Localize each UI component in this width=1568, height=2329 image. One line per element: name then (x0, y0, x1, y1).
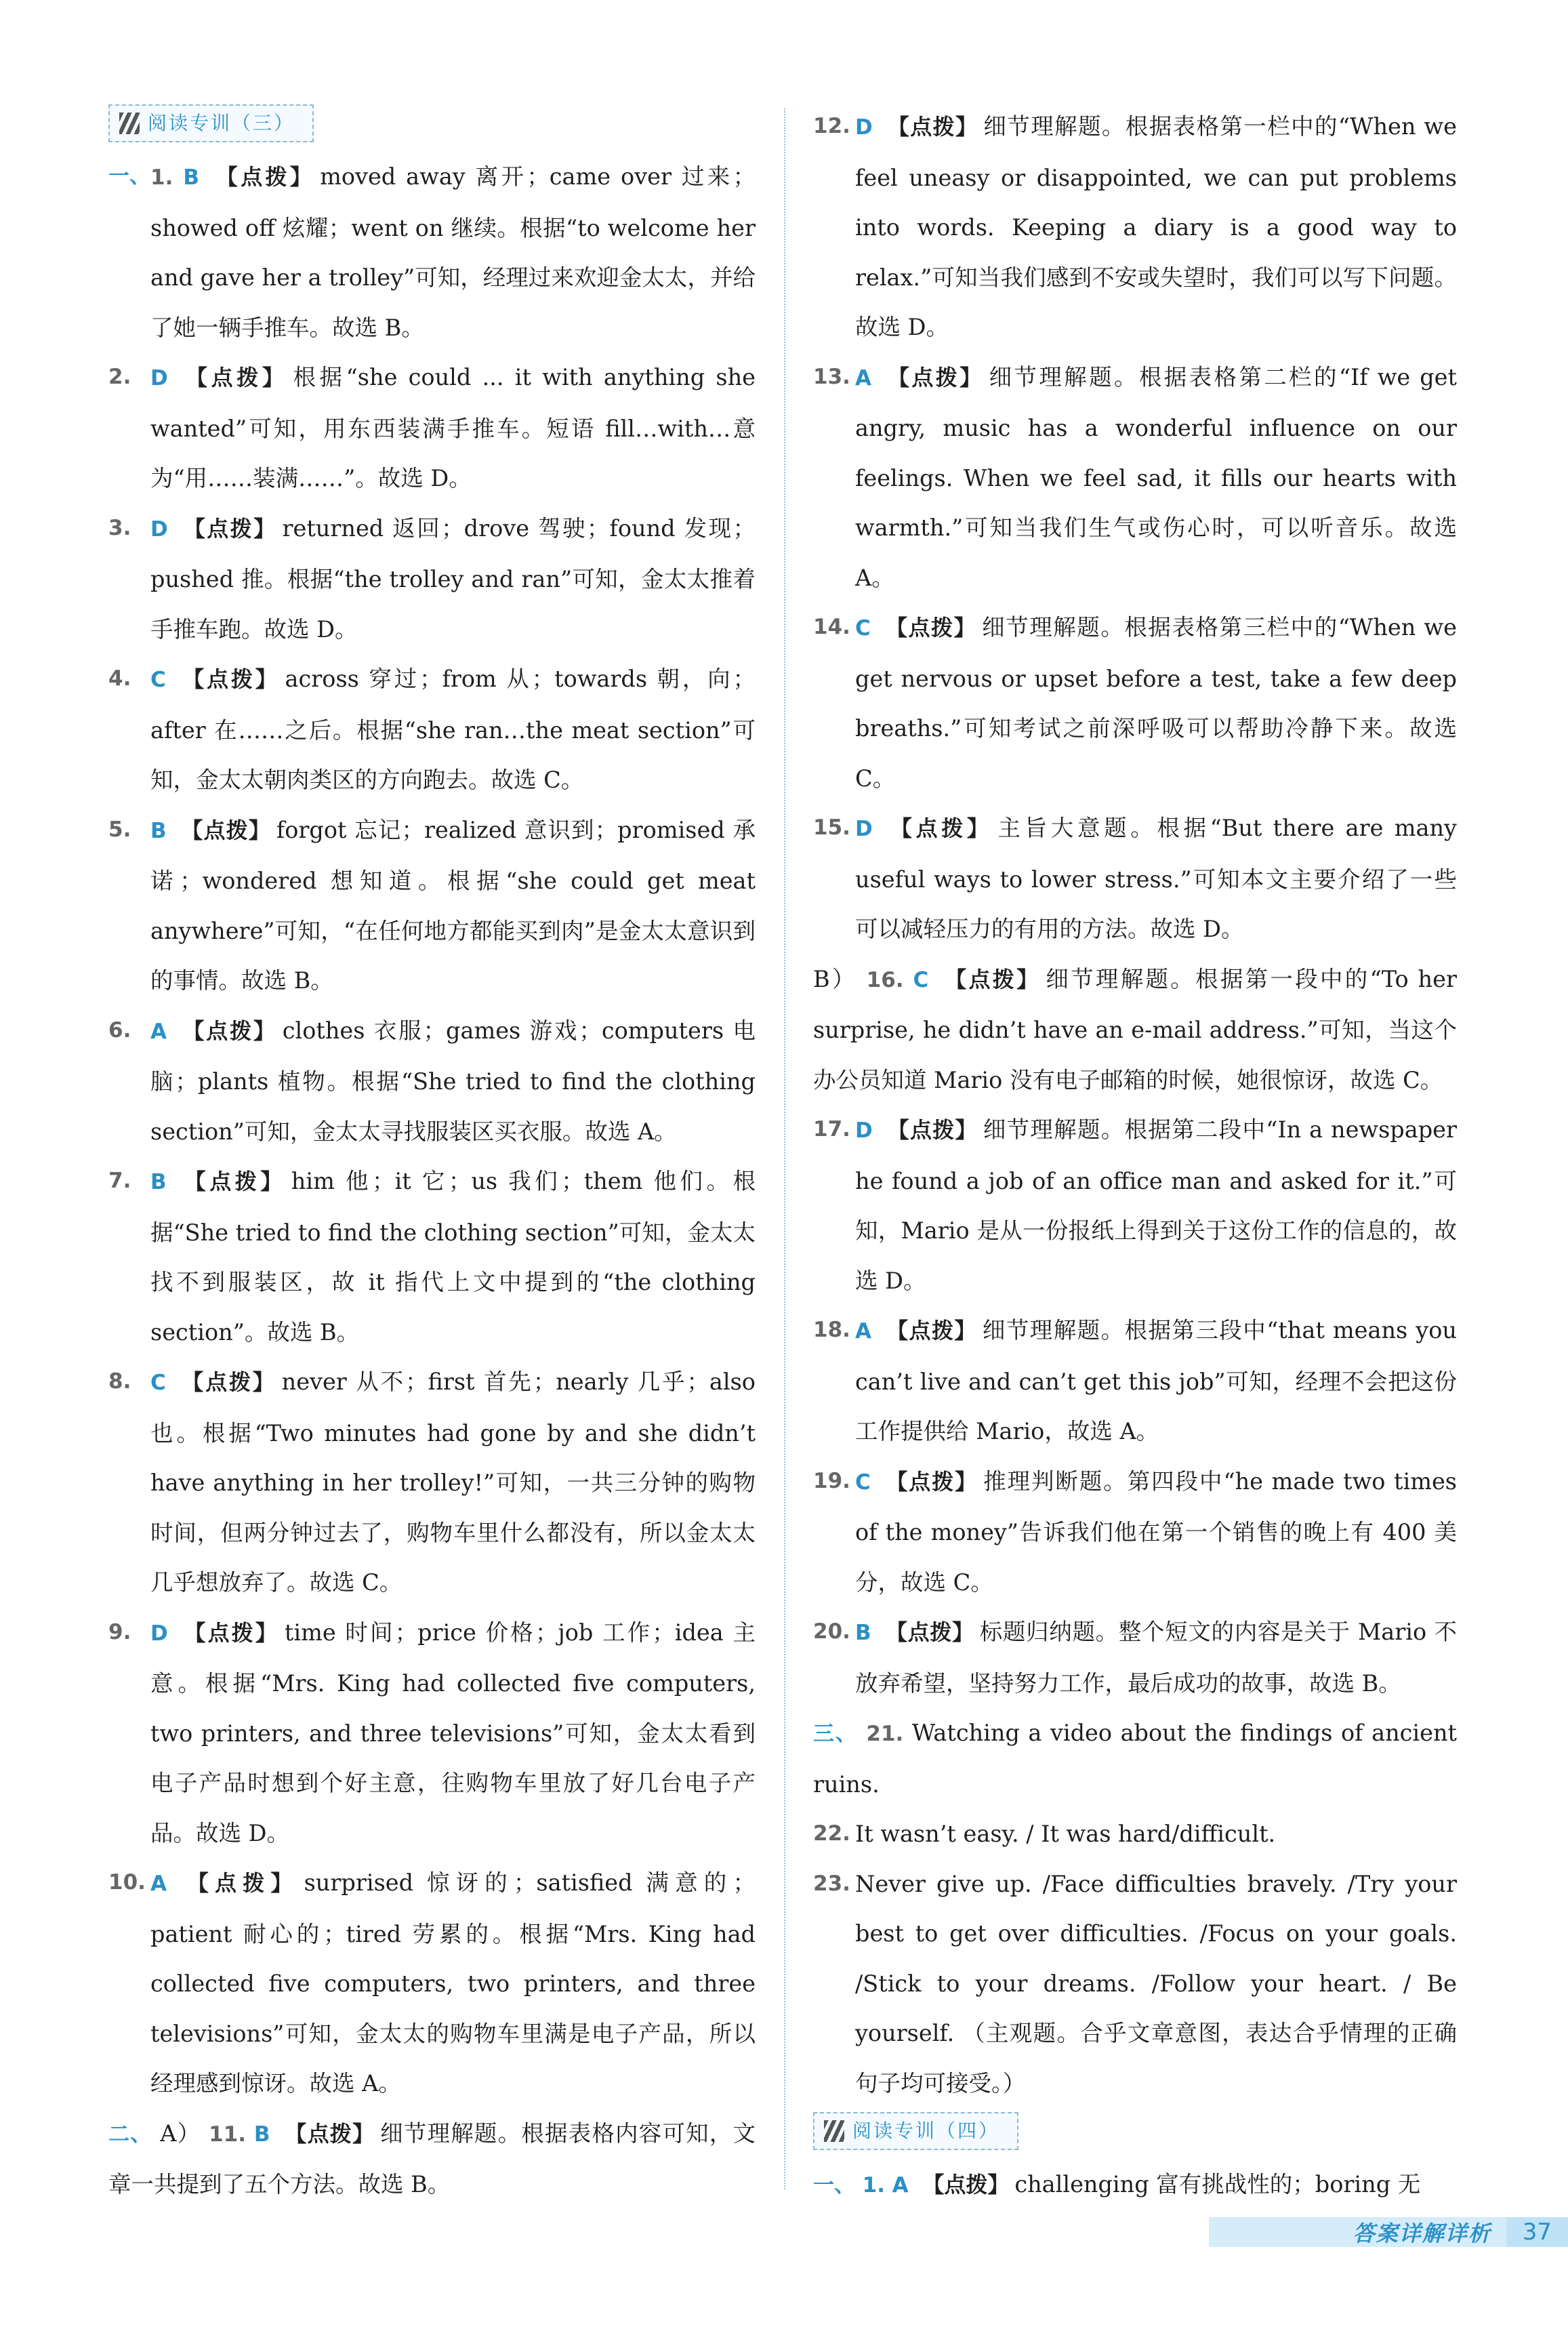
answer-item (108, 152, 756, 352)
answer-letter: C (150, 1371, 166, 1395)
section-header-3 (108, 104, 314, 142)
item-number: 11. (209, 2122, 247, 2147)
item-text: time 时间；price 价格；job 工作；idea 主意。根据“Mrs. King had collected five computers, two printers, and three televisions”可知，金太太看到电子产品时想到个好主意，往购物车里放了好几台电子产品。故选 D。 (150, 1619, 756, 1846)
answer-letter: B (855, 1621, 871, 1645)
hint-tag: 【点拨】 (186, 1870, 299, 1896)
hint-tag: 【点拨】 (888, 364, 984, 390)
item-number: 5. (108, 817, 131, 842)
item-text: 主旨大意题。根据“But there are many useful ways to lower stress.”可知本文主要介绍了一些可以减轻压力的有用的方法。故选 D。 (855, 815, 1457, 942)
item-number: 2. (108, 365, 131, 389)
item-number: 8. (108, 1369, 131, 1394)
item-text: challenging 富有挑战性的；boring 无 (1014, 2171, 1421, 2198)
hint-tag: 【点拨】 (215, 164, 315, 190)
hint-tag: 【点拨】 (890, 815, 993, 841)
right-column (813, 102, 1457, 2211)
answer-letter: C (150, 668, 166, 692)
item-number: 21. (866, 1722, 904, 1746)
item-number: 14. (813, 615, 850, 639)
hint-tag: 【点拨】 (182, 1369, 276, 1395)
item-text: Never give up. /Face difficulties bravely. /Try your best to get over difficulties. /Focus on your goals. /Stick to your dreams. /Follow your heart. / Be yourself. （主观题。合乎文章意图，表达合乎情理的正确句子均可接受。） (855, 1870, 1457, 2097)
header-stripes-icon (824, 2120, 844, 2142)
part-label: 一、 (813, 2173, 855, 2198)
hint-tag: 【点拨】 (945, 966, 1041, 992)
answer-letter: D (855, 1118, 873, 1143)
item-text: 细节理解题。根据表格第三栏中的“When we get nervous or upset before a test, take a few deep breaths.”可知考试之前深呼吸可以帮助冷静下来。故选 C。 (855, 614, 1457, 792)
item-number: 6. (108, 1017, 131, 1042)
item-text: 细节理解题。根据表格第一栏中的“When we feel uneasy or disappointed, we can put problems into words. Keeping a diary is a good way to relax.”可知当我们感到不安或失望时，我们可以写下问题。故选 D。 (855, 113, 1457, 340)
item-number: 9. (108, 1619, 131, 1644)
hint-tag: 【点拨】 (186, 365, 288, 390)
answer-letter: C (855, 616, 871, 641)
hint-tag: 【点拨】 (182, 666, 280, 692)
item-text: 标题归纳题。整个短文的内容是关于 Mario 不放弃希望，坚持努力工作，最后成功的故事，故选 B。 (855, 1619, 1457, 1697)
answer-item (108, 1006, 756, 1157)
answer-item (813, 603, 1457, 803)
item-number: 19. (813, 1468, 850, 1493)
item-number: 17. (813, 1117, 850, 1141)
answer-item (108, 504, 756, 655)
item-text: forgot 忘记；realized 意识到；promised 承诺；wondered 想知道。根据“she could get meat anywhere”可知，“在任何地方都能买到肉”是金太太意识到的事情。故选 B。 (150, 816, 756, 994)
answer-item (813, 803, 1457, 954)
answer-letter: C (855, 1470, 871, 1495)
answer-item (813, 1607, 1457, 1708)
answer-letter: C (913, 967, 929, 992)
part-label: 二、 (108, 2122, 152, 2147)
answer-item (108, 2109, 756, 2210)
answer-letter: B (183, 165, 199, 190)
answer-item (108, 1357, 756, 1608)
answer-item (813, 1305, 1457, 1457)
answer-letter: D (855, 115, 873, 140)
part-label: 一、 (108, 164, 150, 188)
item-text: 推理判断题。第四段中“he made two times of the money”告诉我们他在第一个销售的晚上有 400 美分，故选 C。 (855, 1467, 1457, 1596)
item-number: 16. (866, 967, 904, 992)
answer-item (813, 954, 1457, 1106)
item-text: 细节理解题。根据第三段中“that means you can’t live and can’t get this job”可知，经理不会把这份工作提供给 Mario，故选 A。 (855, 1317, 1457, 1444)
answer-letter: A (855, 365, 871, 390)
hint-tag: 【点拨】 (887, 114, 978, 140)
answer-item (108, 654, 756, 805)
item-number: 4. (108, 666, 131, 691)
item-number: 3. (108, 515, 131, 540)
sub-part-label: A） (160, 2120, 201, 2147)
answer-item (813, 1708, 1457, 1809)
hint-tag: 【点拨】 (885, 615, 977, 641)
section-header-4 (813, 2112, 1018, 2150)
answer-letter: B (150, 1170, 167, 1194)
left-column (108, 102, 756, 2210)
item-text: 细节理解题。根据表格内容可知，文章一共提到了五个方法。故选 B。 (108, 2120, 756, 2198)
answer-letter: B (150, 818, 167, 843)
hint-tag: 【点拨】 (181, 817, 271, 843)
header-stripes-icon (119, 113, 140, 134)
item-number: 10. (108, 1870, 146, 1895)
answer-item (108, 1608, 756, 1859)
item-number: 22. (813, 1821, 850, 1846)
item-text: Watching a video about the findings of ancient ruins. (813, 1720, 1458, 1798)
item-number: 18. (813, 1318, 850, 1342)
item-text: across 穿过；from 从；towards 朝，向；after 在……之后。根据“she ran…the meat section”可知，金太太朝肉类区的方向跑去。故选 C。 (150, 666, 756, 793)
hint-tag: 【点拨】 (184, 1169, 286, 1194)
answer-item (108, 352, 756, 504)
item-text: surprised 惊讶的；satisfied 满意的；patient 耐心的；tired 劳累的。根据“Mrs. King had collected five computers, two printers, and three televisions”可知，金太太的购物车里满是电子产品，所以经理感到惊讶。故选 A。 (150, 1869, 756, 2097)
item-number: 12. (813, 114, 850, 138)
answer-letter: A (855, 1319, 871, 1343)
page-number: 37 (1506, 2217, 1568, 2247)
answer-item (108, 1156, 756, 1357)
item-number: 15. (813, 815, 850, 840)
sub-part-label: B） (813, 965, 857, 992)
answer-letter: D (150, 517, 168, 542)
section-title: 阅读专训（三） (148, 112, 295, 135)
answer-letter: D (150, 366, 168, 390)
item-text: It wasn’t easy. / It was hard/difficult. (855, 1821, 1276, 1847)
item-number: 20. (813, 1619, 850, 1644)
answer-letter: A (150, 1871, 167, 1896)
answer-item (108, 1858, 756, 2109)
item-text: never 从不；first 首先；nearly 几乎；also 也。根据“Two minutes had gone by and she didn’t have anything in her trolley!”可知，一共三分钟的购物时间，但两分钟过去了，购物车里什么都没有，所以金太太几乎想放弃了。故选 C。 (150, 1369, 756, 1596)
item-number: 23. (813, 1871, 850, 1896)
answer-item (813, 1809, 1457, 1859)
hint-tag: 【点拨】 (184, 1619, 279, 1646)
hint-tag: 【点拨】 (183, 515, 277, 542)
item-number: 13. (813, 364, 850, 389)
answer-letter: A (892, 2173, 909, 2198)
item-number: 7. (108, 1169, 131, 1193)
item-text: moved away 离开；came over 过来；showed off 炫耀；went on 继续。根据“to welcome her and gave her a trolley”可知，经理过来欢迎金太太，并给了她一辆手推车。故选 B。 (150, 163, 756, 341)
item-text: him 他；it 它；us 我们；them 他们。根据“She tried to find the clothing section”可知，金太太找不到服装区，故 it 指代上文中提到的“the clothing section”。故选 B。 (150, 1168, 756, 1345)
answer-letter: D (855, 817, 873, 841)
answer-item (108, 805, 756, 1006)
answer-letter: B (253, 2122, 270, 2147)
answer-letter: D (150, 1621, 168, 1646)
answer-item (813, 1859, 1457, 2109)
answer-item (813, 102, 1457, 352)
hint-tag: 【点拨】 (885, 1619, 974, 1645)
column-divider (784, 108, 785, 2189)
hint-tag: 【点拨】 (922, 2172, 1010, 2198)
answer-item (813, 1457, 1457, 1608)
hint-tag: 【点拨】 (182, 1017, 277, 1044)
answer-item (813, 352, 1457, 603)
footer-title: 答案详解详析 (1353, 2221, 1491, 2246)
item-text: clothes 衣服；games 游戏；computers 电脑；plants 植物。根据“She tried to find the clothing section”可知，金太太寻找服装区买衣服。故选 A。 (150, 1017, 756, 1145)
hint-tag: 【点拨】 (285, 2120, 375, 2147)
item-text: 细节理解题。根据第一段中的“To her surprise, he didn’t have an e-mail address.”可知，当这个办公员知道 Mario 没有电子邮箱的时候，她很惊讶，故选 C。 (813, 965, 1457, 1093)
item-text: returned 返回；drove 驾驶；found 发现；pushed 推。根据“the trolley and ran”可知，金太太推着手推车跑。故选 D。 (150, 514, 756, 643)
section-title: 阅读专训（四） (852, 2120, 1000, 2143)
hint-tag: 【点拨】 (886, 1468, 978, 1495)
item-text: 细节理解题。根据表格第二栏的“If we get angry, music has a wonderful influence on our feelings. When we feel sad, it fills our hearts with warmth.”可知当我们生气或伤心时，可以听音乐。故选 A。 (855, 363, 1457, 591)
page-footer (1209, 2217, 1568, 2247)
answer-item (813, 2160, 1457, 2211)
item-text: 细节理解题。根据第二段中“In a newspaper he found a job of an office man and asked for it.”可知，Mario 是从一份报纸上得到关于这份工作的信息的，故选 D。 (855, 1116, 1457, 1294)
hint-tag: 【点拨】 (886, 1318, 977, 1343)
item-text: 根据“she could ... it with anything she wanted”可知，用东西装满手推车。短语 fill…with…意为“用……装满……”。故选 D。 (150, 364, 756, 491)
item-number: 1. (862, 2173, 886, 2198)
part-label: 三、 (813, 1722, 858, 1746)
answer-item (813, 1105, 1457, 1305)
item-number: 1. (150, 165, 173, 190)
answer-letter: A (150, 1019, 167, 1044)
hint-tag: 【点拨】 (887, 1117, 978, 1143)
